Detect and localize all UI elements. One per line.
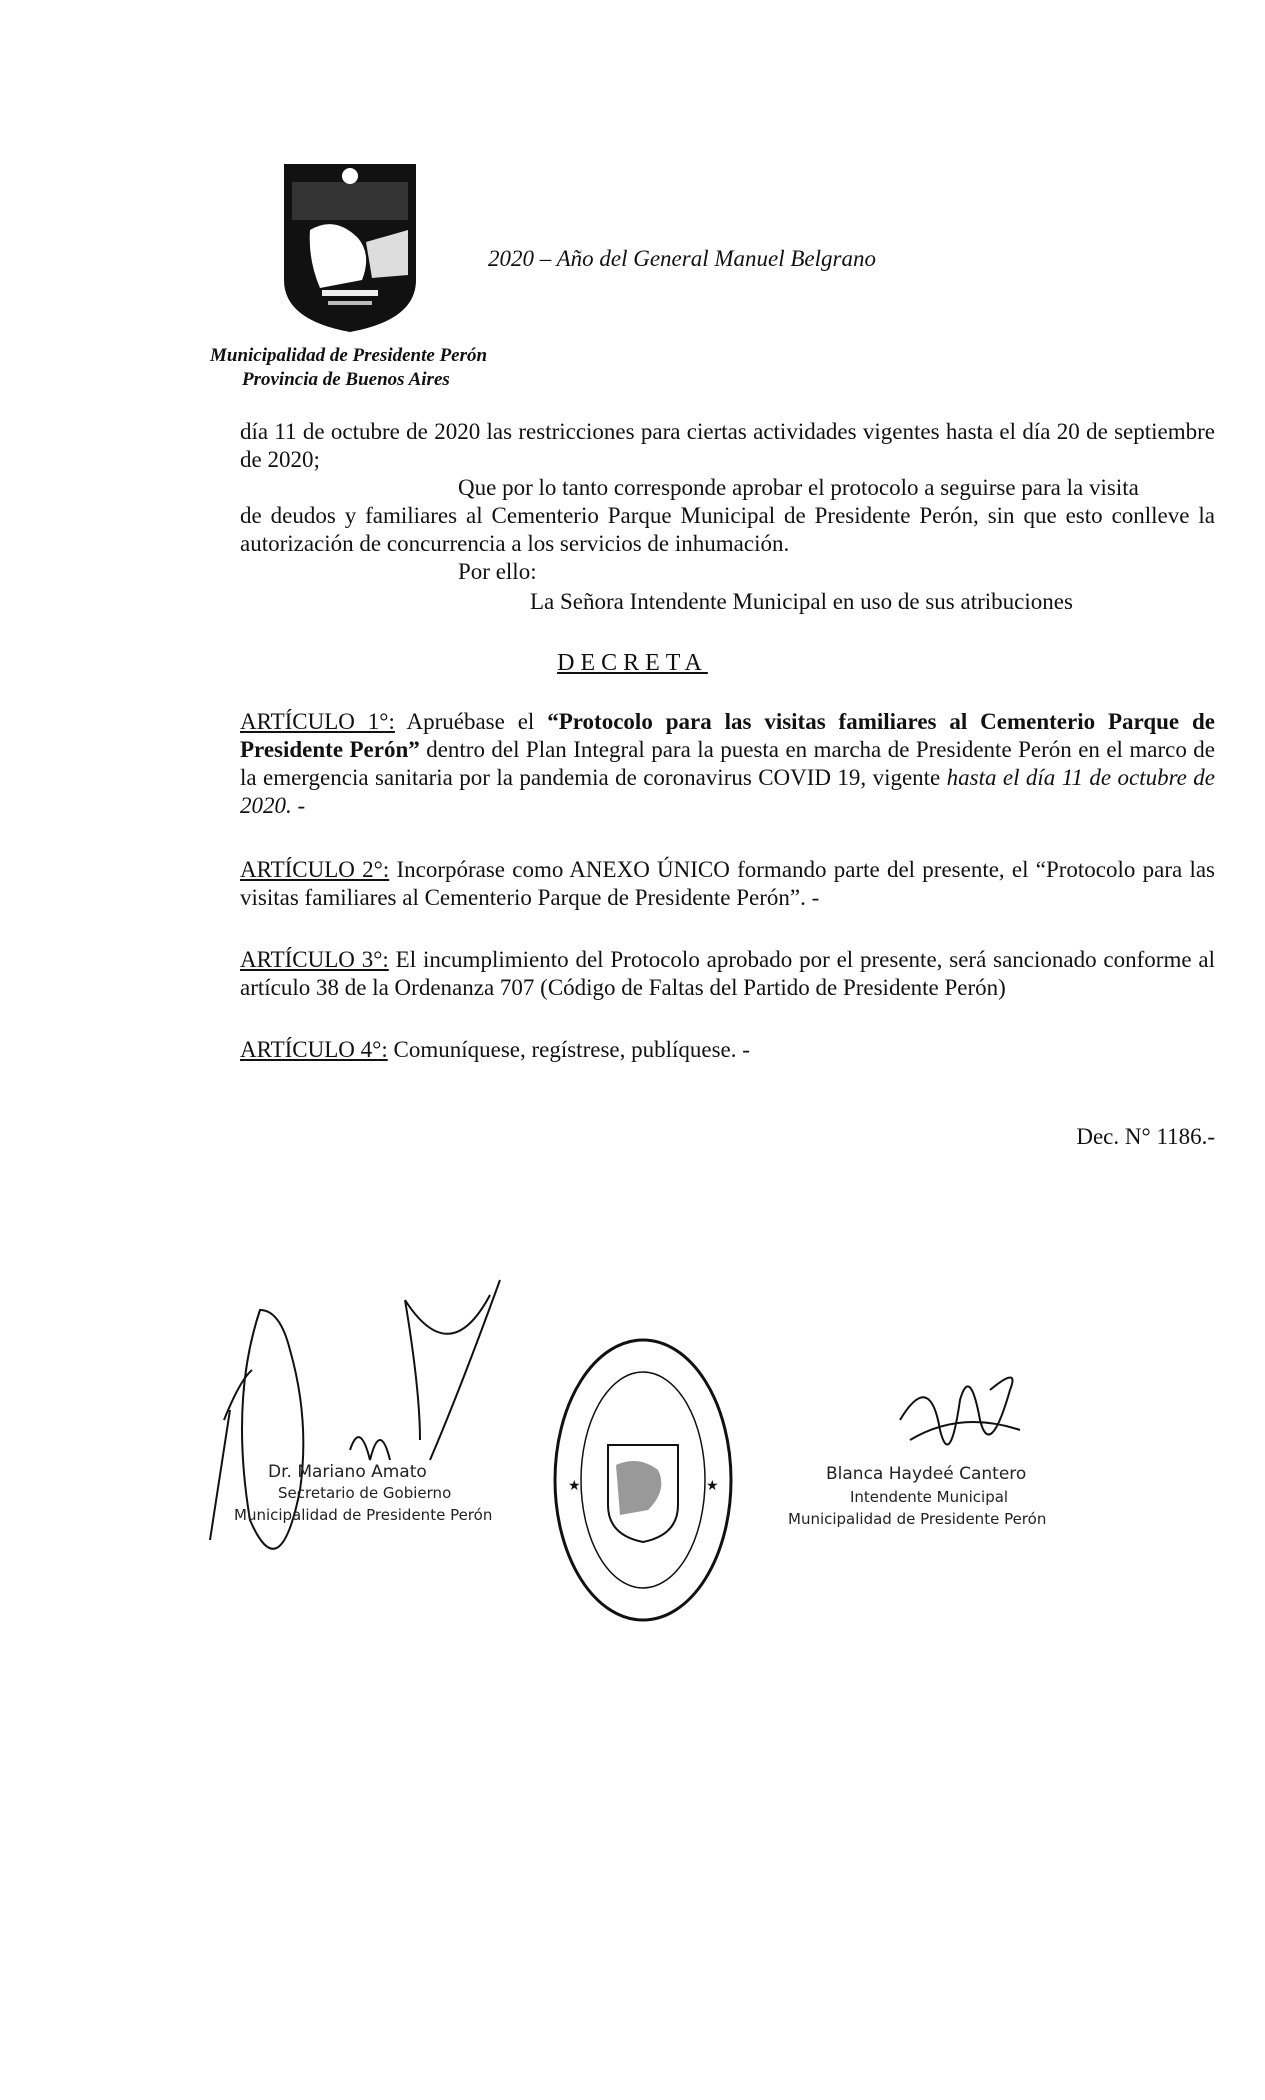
signature-right-name: Blanca Haydeé Cantero <box>826 1464 1027 1484</box>
por-ello: Por ello: <box>458 559 537 584</box>
article-1-validity: hasta el día 11 de octubre de 2020. <box>240 765 1215 818</box>
article-4-text: Comuníquese, regístrese, publíquese. - <box>387 1037 750 1062</box>
article-1-mid: dentro del Plan Integral para la puesta en marcha de Presidente Perón en el marco de la emergencia sanitaria por la pandemia de coronavirus COVID 19, vigente <box>240 737 1215 790</box>
article-1-post: - <box>291 793 306 818</box>
article-3 <box>240 946 1215 1002</box>
signature-left-role: Secretario de Gobierno <box>278 1484 452 1502</box>
article-4-label: ARTÍCULO 4°: <box>240 1037 388 1062</box>
intro-paragraph-2-lead: Que por lo tanto corresponde aprobar el protocolo a seguirse para la visita <box>458 475 1139 500</box>
authority-line: La Señora Intendente Municipal en uso de sus atribuciones <box>530 589 1073 614</box>
svg-text:★: ★ <box>568 1478 581 1494</box>
article-1-pre: Apruébase el <box>394 709 548 734</box>
signature-left-org: Municipalidad de Presidente Perón <box>234 1506 493 1524</box>
intro-paragraph-2-rest: de deudos y familiares al Cementerio Parque Municipal de Presidente Perón, sin que esto conlleve la autorización de concurrencia a los servicios de inhumación. <box>240 503 1215 556</box>
signature-right-role: Intendente Municipal <box>850 1488 1009 1506</box>
article-2-text: Incorpórase como ANEXO ÚNICO formando parte del presente, el “Protocolo para las visitas familiares al Cementerio Parque de Presidente Perón”. - <box>240 857 1215 910</box>
article-3-label: ARTÍCULO 3°: <box>240 947 389 972</box>
year-motto: 2020 – Año del General Manuel Belgrano <box>488 246 876 271</box>
article-1-label: ARTÍCULO 1°: <box>240 709 395 734</box>
signature-left-handwriting <box>190 1270 520 1570</box>
decree-number: Dec. N° 1186.- <box>1076 1124 1215 1149</box>
province-name: Provincia de Buenos Aires <box>242 369 450 390</box>
municipality-name: Municipalidad de Presidente Perón <box>210 345 488 366</box>
issuer-block <box>210 344 487 392</box>
signature-left-name: Dr. Mariano Amato <box>268 1462 427 1482</box>
svg-text:★: ★ <box>706 1478 719 1494</box>
article-3-text: El incumplimiento del Protocolo aprobado por el presente, será sancionado conforme al artículo 38 de la Ordenanza 707 (Código de Faltas del Partido de Presidente Perón) <box>240 947 1215 1000</box>
article-4 <box>240 1036 1215 1064</box>
article-1 <box>240 708 1215 820</box>
municipal-seal-stamp <box>548 1330 738 1630</box>
article-2-label: ARTÍCULO 2°: <box>240 857 390 882</box>
intro-paragraph-2 <box>240 474 1215 558</box>
signature-right-org: Municipalidad de Presidente Perón <box>788 1510 1047 1528</box>
decreta-heading: DECRETA <box>557 650 708 676</box>
municipal-crest-logo <box>280 160 420 335</box>
article-2 <box>240 856 1215 912</box>
signature-right-handwriting <box>880 1360 1040 1480</box>
article-1-protocol-title: “Protocolo para las visitas familiares al Cementerio Parque de Presidente Perón” <box>240 709 1215 762</box>
intro-paragraph-1: día 11 de octubre de 2020 las restricciones para ciertas actividades vigentes hasta el día 20 de septiembre de 2020; <box>240 419 1215 472</box>
